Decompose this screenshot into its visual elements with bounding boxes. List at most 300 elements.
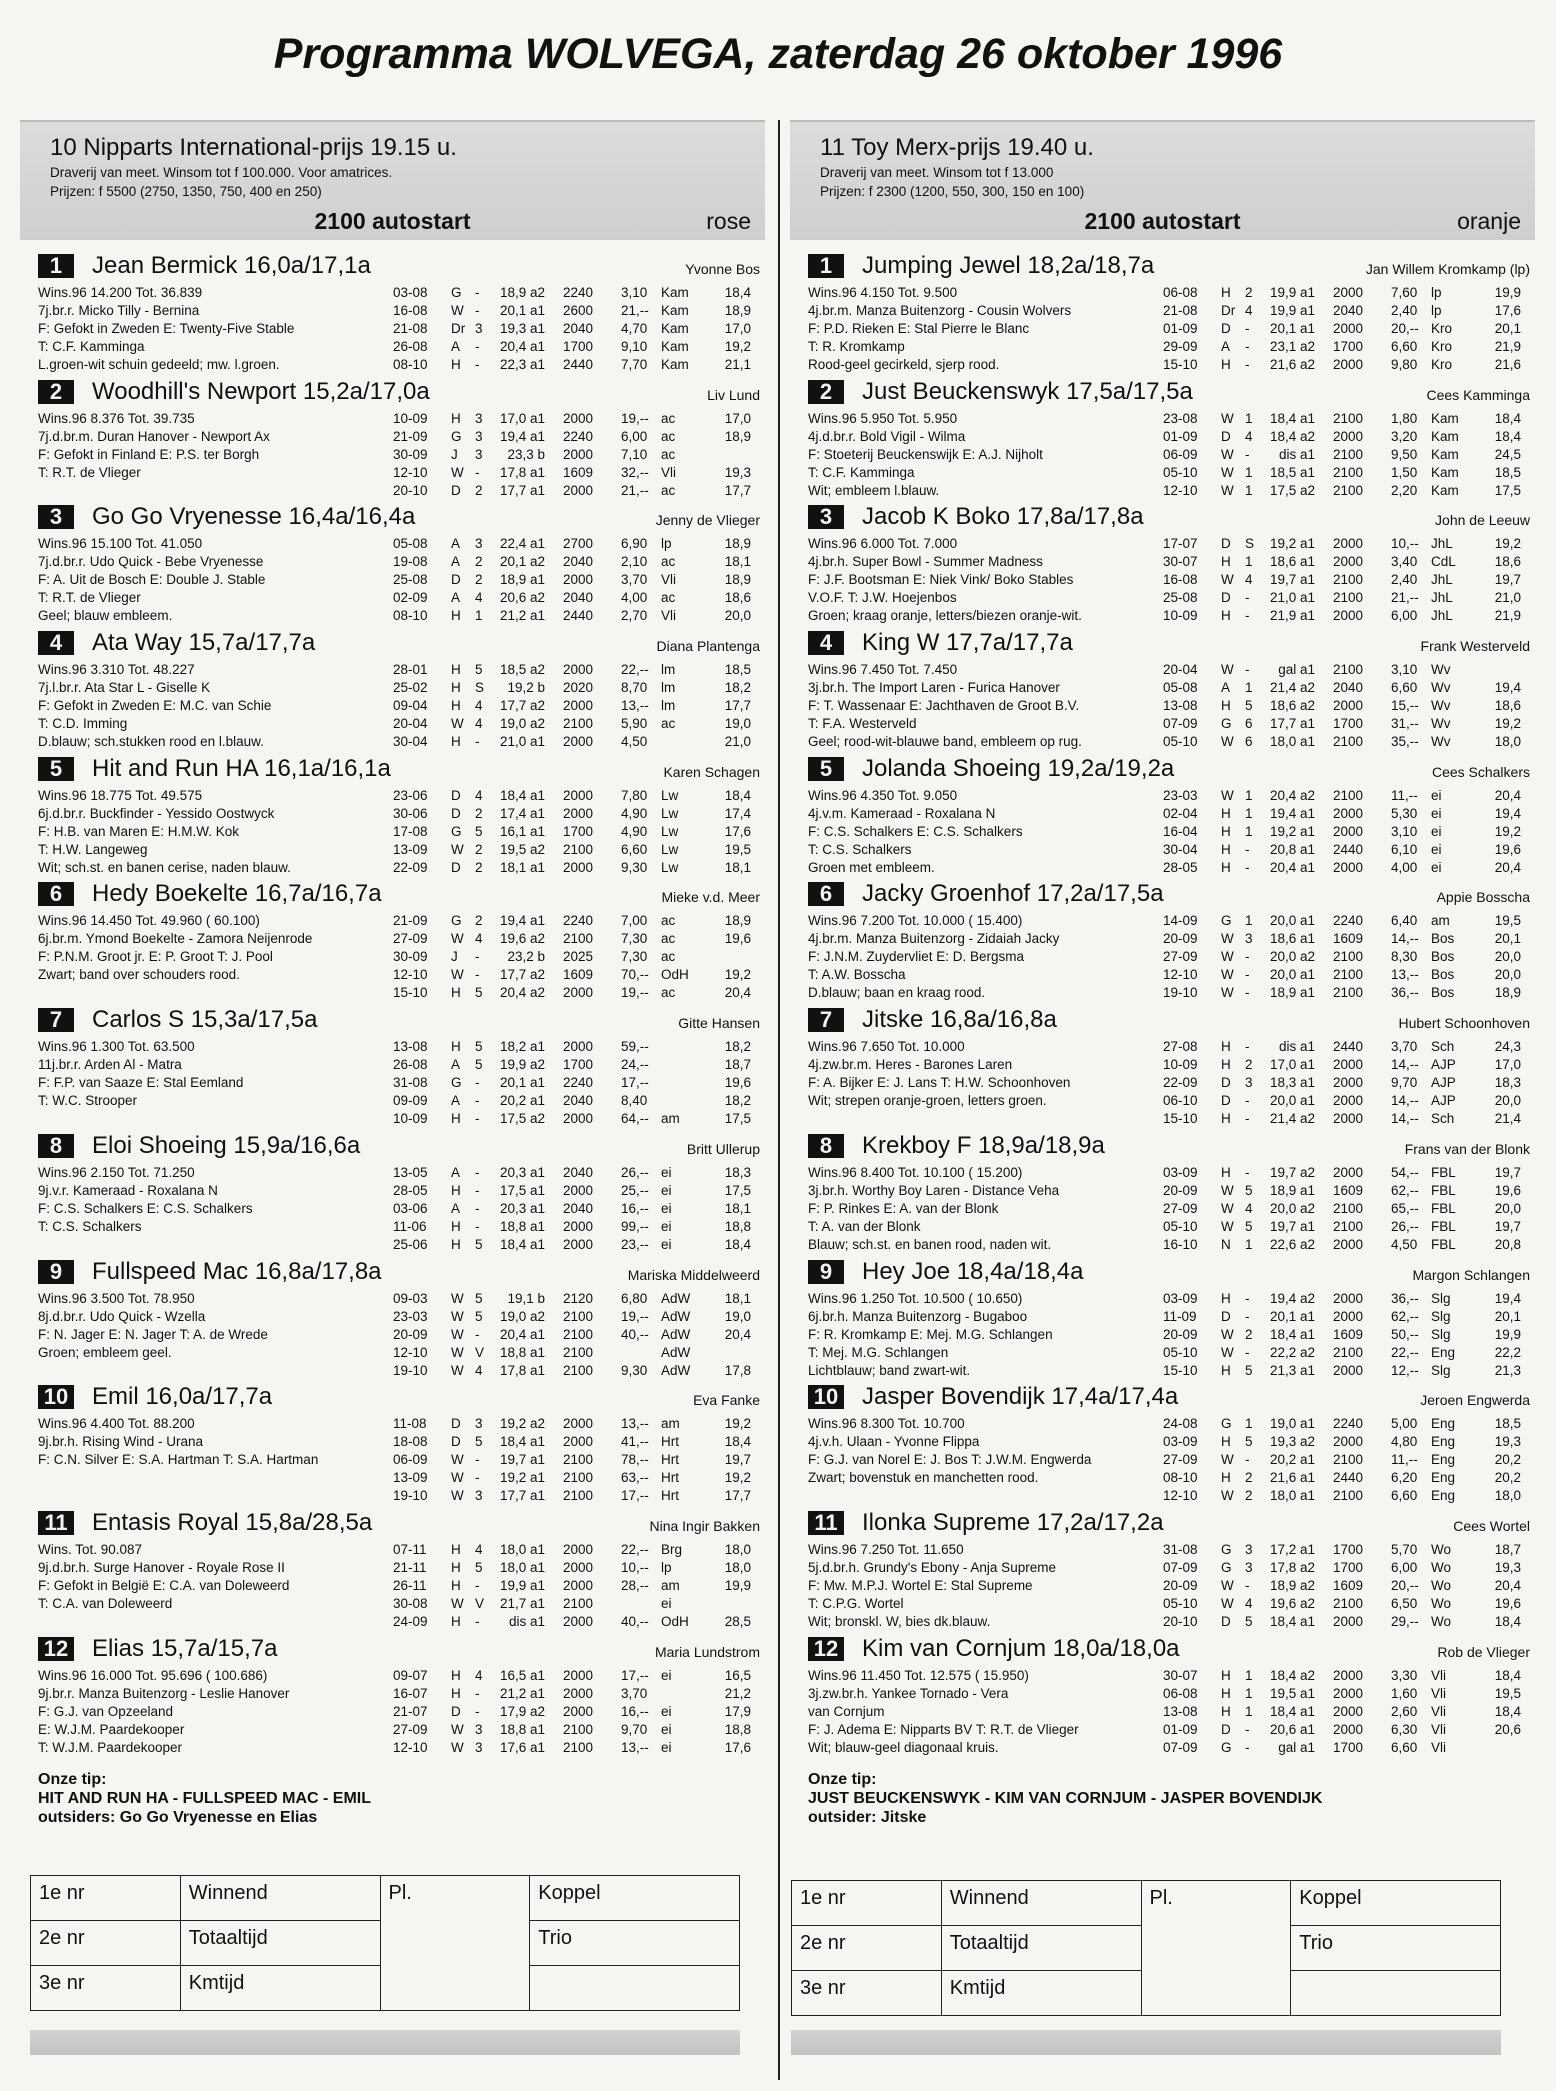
run-driver: lp	[1431, 285, 1442, 300]
run-driver: Kam	[1431, 428, 1459, 444]
run-kmtime: 18,9	[1494, 985, 1521, 1001]
driver-name: Gitte Hansen	[678, 1015, 760, 1032]
run-time: 20,0 a1	[1269, 913, 1315, 929]
horse-name: Emil 16,0a/17,7a	[92, 1383, 273, 1411]
run-row	[1163, 984, 1535, 1002]
info-line: 4j.br.m. Manza Buitenzorg - Zidaiah Jacky	[808, 931, 1060, 947]
run-place: 5	[475, 1057, 483, 1073]
run-kmtime: 19,4	[1494, 680, 1521, 696]
run-date: 30-04	[1163, 841, 1198, 857]
run-date: 20-09	[1163, 1577, 1198, 1593]
run-time: 18,4 a1	[499, 1434, 545, 1450]
run-row	[393, 1595, 765, 1613]
run-driver: ac	[661, 482, 676, 498]
run-distance: 2100	[563, 1739, 594, 1755]
info-line: 4j.v.m. Kameraad - Roxalana N	[808, 805, 996, 821]
info-line: 6j.d.br.r. Buckfinder - Yessido Oostwyck	[38, 805, 275, 821]
run-odds: 16,--	[621, 1703, 649, 1719]
info-line: 3j.br.h. The Import Laren - Furica Hanover	[808, 680, 1060, 696]
run-kmtime: 17,0	[724, 410, 751, 426]
run-place: -	[475, 464, 480, 480]
run-row	[393, 1056, 765, 1074]
run-odds: 8,70	[621, 680, 648, 696]
run-time: 19,2 a1	[1269, 823, 1315, 839]
run-time: 18,9 a2	[499, 285, 545, 300]
run-distance: 2000	[1333, 823, 1364, 839]
horse-entry	[20, 503, 765, 629]
run-date: 23-08	[1163, 410, 1198, 426]
result-bet-type: Koppel	[530, 1876, 740, 1921]
run-distance: 2100	[563, 716, 594, 732]
run-kmtime: 17,6	[1494, 303, 1521, 318]
horse-info	[808, 1667, 1178, 1757]
run-kmtime: 17,7	[724, 482, 751, 498]
recent-runs	[393, 1038, 765, 1128]
run-time: 20,4 a1	[499, 339, 545, 354]
recent-runs	[1163, 410, 1535, 500]
run-date: 05-10	[1163, 464, 1198, 480]
run-kmtime: 18,9	[724, 428, 751, 444]
info-line: F: Stoeterij Beuckenswijk E: A.J. Nijholt	[808, 446, 1043, 462]
info-line: Groen; embleem geel.	[38, 1344, 172, 1360]
run-kmtime: 17,5	[724, 1182, 751, 1198]
run-place: 5	[475, 1559, 483, 1575]
run-odds: 4,50	[621, 734, 648, 750]
horse-name: Woodhill's Newport 15,2a/17,0a	[92, 377, 430, 405]
run-distance: 2440	[563, 357, 594, 372]
run-driver: Vli	[1431, 1685, 1447, 1701]
run-row	[393, 1344, 765, 1362]
run-driver: Lw	[661, 841, 679, 857]
info-line: F: H.B. van Maren E: H.M.W. Kok	[38, 823, 240, 839]
run-date: 05-10	[1163, 1344, 1198, 1360]
run-row	[1163, 428, 1535, 446]
run-date: 27-09	[393, 931, 428, 947]
run-place: -	[1245, 985, 1250, 1001]
run-row	[1163, 553, 1535, 571]
run-row	[393, 787, 765, 805]
horse-header	[790, 1383, 1535, 1413]
run-date: 14-09	[1163, 913, 1198, 929]
info-line: T: C.P.G. Wortel	[808, 1595, 904, 1611]
run-row	[1163, 589, 1535, 607]
run-driver: ei	[661, 1236, 672, 1252]
run-driver: lm	[661, 698, 676, 714]
run-driver: Brg	[661, 1541, 683, 1557]
run-distance: 2000	[563, 985, 594, 1001]
run-row	[1163, 1164, 1535, 1182]
run-place: -	[475, 339, 480, 354]
run-driver: ei	[661, 1739, 672, 1755]
run-driver: lm	[661, 680, 676, 696]
run-driver: AdW	[661, 1308, 691, 1324]
driver-name: Frank Westerveld	[1420, 638, 1530, 655]
run-track: G	[1221, 716, 1232, 732]
run-date: 19-10	[393, 1362, 428, 1378]
run-track: W	[1221, 1200, 1234, 1216]
run-odds: 65,--	[1391, 1200, 1419, 1216]
run-kmtime: 19,2	[1494, 823, 1521, 839]
run-kmtime: 18,6	[724, 590, 751, 606]
info-line: Geel; blauw embleem.	[38, 608, 173, 624]
run-row	[1163, 1200, 1535, 1218]
result-form-right	[791, 1880, 1501, 2016]
run-place: 2	[475, 572, 483, 588]
run-distance: 2040	[1333, 680, 1364, 696]
run-driver: Bos	[1431, 985, 1455, 1001]
run-odds: 7,30	[621, 949, 648, 965]
run-odds: 2,60	[1391, 1703, 1418, 1719]
run-kmtime: 19,2	[724, 967, 751, 983]
run-place: 5	[1245, 1434, 1253, 1450]
run-track: H	[451, 1111, 461, 1127]
run-odds: 99,--	[621, 1218, 649, 1234]
horse-info	[38, 1290, 408, 1362]
run-row	[393, 823, 765, 841]
run-date: 13-08	[1163, 698, 1198, 714]
run-date: 07-09	[1163, 1739, 1198, 1755]
run-date: 06-09	[1163, 446, 1198, 462]
run-track: W	[1221, 1326, 1234, 1342]
run-row	[1163, 661, 1535, 679]
run-odds: 14,--	[1391, 931, 1419, 947]
info-line: T: R.T. de Vlieger	[38, 590, 141, 606]
info-line: Wins.96 5.950 Tot. 5.950	[808, 410, 958, 426]
run-driver: Hrt	[661, 1470, 679, 1486]
run-kmtime: 17,6	[724, 823, 751, 839]
run-kmtime: 21,9	[1494, 339, 1521, 354]
run-place: 5	[475, 985, 483, 1001]
run-odds: 6,60	[621, 841, 648, 857]
recent-runs	[1163, 787, 1535, 877]
run-place: -	[1245, 321, 1250, 336]
run-date: 25-08	[393, 572, 428, 588]
run-odds: 11,--	[1391, 1452, 1418, 1468]
run-date: 16-08	[1163, 572, 1198, 588]
info-line: Wins.96 8.300 Tot. 10.700	[808, 1416, 965, 1432]
driver-name: Diana Plantenga	[656, 638, 760, 655]
recent-runs	[393, 1541, 765, 1631]
run-track: W	[1221, 1577, 1234, 1593]
run-kmtime: 20,4	[1494, 1577, 1521, 1593]
run-kmtime: 20,0	[1494, 967, 1521, 983]
run-driver: Vli	[661, 572, 677, 588]
info-line: 4j.br.h. Super Bowl - Summer Madness	[808, 554, 1043, 570]
run-odds: 19,--	[621, 985, 649, 1001]
run-time: 20,4 a1	[1269, 859, 1315, 875]
run-date: 20-09	[1163, 1326, 1198, 1342]
run-track: H	[451, 1613, 461, 1629]
run-distance: 1700	[1333, 1739, 1364, 1755]
run-distance: 2000	[563, 572, 594, 588]
run-date: 09-03	[393, 1290, 428, 1306]
horse-name: Eloi Shoeing 15,9a/16,6a	[92, 1131, 361, 1159]
run-row	[1163, 464, 1535, 482]
run-time: 22,3 a1	[499, 357, 545, 372]
run-place: 3	[1245, 1075, 1253, 1091]
info-line: Wins.96 2.150 Tot. 71.250	[38, 1164, 195, 1180]
run-row	[1163, 1290, 1535, 1308]
horse-name: Jean Bermick 16,0a/17,1a	[92, 252, 371, 279]
run-driver: AJP	[1431, 1093, 1456, 1109]
run-distance: 2000	[563, 734, 594, 750]
run-kmtime: 18,6	[1494, 698, 1521, 714]
run-date: 30-08	[393, 1595, 428, 1611]
run-row	[1163, 1487, 1535, 1505]
run-place: -	[475, 949, 480, 965]
run-date: 15-10	[1163, 1362, 1198, 1378]
run-time: 18,4 a1	[499, 787, 545, 803]
run-distance: 2700	[563, 536, 594, 552]
run-distance: 2000	[1333, 1075, 1364, 1091]
run-date: 22-09	[1163, 1075, 1198, 1091]
run-kmtime: 19,9	[724, 1577, 751, 1593]
run-place: -	[1245, 1577, 1250, 1593]
info-line: Wins.96 7.450 Tot. 7.450	[808, 662, 958, 678]
run-time: 21,4 a2	[1269, 680, 1315, 696]
run-distance: 2000	[1333, 321, 1364, 336]
run-track: H	[1221, 1111, 1231, 1127]
run-driver: ac	[661, 446, 676, 462]
run-row	[393, 302, 765, 320]
run-driver: ei	[1431, 823, 1442, 839]
run-kmtime: 20,0	[1494, 1200, 1521, 1216]
run-distance: 2240	[563, 913, 594, 929]
horse-number-badge: 4	[808, 631, 844, 655]
run-odds: 10,--	[1391, 536, 1419, 552]
run-distance: 2000	[563, 698, 594, 714]
run-time: gal a1	[1278, 662, 1315, 678]
run-driver: ei	[661, 1182, 672, 1198]
run-distance: 2100	[563, 1470, 594, 1486]
tip-label: Onze tip:	[38, 1771, 107, 1789]
run-distance: 2100	[563, 1326, 594, 1342]
horse-entry	[790, 1635, 1535, 1761]
run-kmtime: 18,4	[724, 1434, 751, 1450]
run-place: 5	[475, 1290, 483, 1306]
run-odds: 7,80	[621, 787, 648, 803]
run-kmtime: 18,4	[1494, 410, 1521, 426]
run-date: 05-10	[1163, 1218, 1198, 1234]
run-time: 17,0 a1	[499, 410, 545, 426]
horse-entry	[20, 1383, 765, 1509]
run-kmtime: 18,4	[724, 1236, 751, 1252]
run-driver: Sch	[1431, 1111, 1455, 1127]
run-row	[393, 661, 765, 679]
run-time: 19,7 a1	[499, 1452, 545, 1468]
run-row	[393, 482, 765, 500]
run-track: A	[451, 554, 461, 570]
horse-info	[38, 912, 408, 984]
run-row	[1163, 1056, 1535, 1074]
horse-info	[38, 1415, 408, 1469]
horse-header	[20, 1006, 765, 1036]
run-row	[1163, 1344, 1535, 1362]
run-row	[393, 320, 765, 338]
info-line: F: A. Bijker E: J. Lans T: H.W. Schoonhoven	[808, 1075, 1071, 1091]
run-track: H	[1221, 1039, 1231, 1055]
run-kmtime: 19,3	[1494, 1434, 1521, 1450]
race-color: oranje	[1457, 208, 1521, 234]
run-track: H	[1221, 1164, 1231, 1180]
run-row	[393, 805, 765, 823]
run-odds: 32,--	[621, 464, 649, 480]
run-kmtime: 20,0	[1494, 949, 1521, 965]
run-row	[1163, 1415, 1535, 1433]
run-date: 16-08	[393, 303, 428, 318]
info-line: 4j.d.br.r. Bold Vigil - Wilma	[808, 428, 966, 444]
run-odds: 20,--	[1391, 1577, 1419, 1593]
run-driver: ac	[661, 931, 676, 947]
run-time: 18,4 a1	[1269, 1326, 1315, 1342]
run-driver: ei	[1431, 805, 1442, 821]
run-driver: Wo	[1431, 1541, 1452, 1557]
info-line: 4j.v.h. Ulaan - Yvonne Flippa	[808, 1434, 980, 1450]
run-driver: FBL	[1431, 1164, 1456, 1180]
run-time: 18,9 a1	[1269, 985, 1315, 1001]
horse-header	[20, 1635, 765, 1665]
info-line: Wins.96 7.200 Tot. 10.000 ( 15.400)	[808, 913, 1023, 929]
run-kmtime: 18,2	[724, 680, 751, 696]
horse-name: Hey Joe 18,4a/18,4a	[862, 1257, 1084, 1285]
run-driver: JhL	[1431, 572, 1453, 588]
run-row	[393, 1074, 765, 1092]
run-distance: 2100	[563, 1362, 594, 1378]
run-odds: 21,--	[621, 482, 649, 498]
run-odds: 62,--	[1391, 1182, 1419, 1198]
run-row	[393, 1487, 765, 1505]
run-driver: am	[661, 1416, 680, 1432]
run-date: 30-09	[393, 446, 428, 462]
run-driver: ei	[1431, 787, 1442, 803]
run-odds: 7,00	[621, 913, 648, 929]
run-distance: 2440	[1333, 1470, 1364, 1486]
run-odds: 2,20	[1391, 482, 1418, 498]
run-distance: 2100	[563, 1595, 594, 1611]
run-distance: 2025	[563, 949, 594, 965]
run-odds: 36,--	[1391, 1290, 1419, 1306]
run-driver: FBL	[1431, 1236, 1456, 1252]
run-date: 02-09	[393, 590, 428, 606]
run-track: W	[451, 1721, 464, 1737]
horse-name: Jacob K Boko 17,8a/17,8a	[862, 503, 1144, 531]
run-time: 19,2 a1	[1269, 536, 1315, 552]
info-line: T: Mej. M.G. Schlangen	[808, 1344, 949, 1360]
run-place: 3	[1245, 1541, 1253, 1557]
horse-header	[790, 1258, 1535, 1288]
horse-name: Ata Way 15,7a/17,7a	[92, 629, 316, 657]
info-line: 4j.zw.br.m. Heres - Barones Laren	[808, 1057, 1013, 1073]
run-distance: 2000	[1333, 1236, 1364, 1252]
run-odds: 4,90	[621, 823, 648, 839]
run-driver: ei	[661, 1703, 672, 1719]
run-track: W	[1221, 410, 1234, 426]
run-place: -	[475, 357, 480, 372]
run-driver: Vli	[1431, 1703, 1447, 1719]
run-row	[393, 1613, 765, 1631]
run-odds: 1,60	[1391, 1685, 1418, 1701]
run-place: -	[475, 1326, 480, 1342]
horse-number-badge: 1	[808, 254, 844, 278]
run-row	[1163, 805, 1535, 823]
run-distance: 2100	[1333, 1488, 1364, 1504]
info-line: Wins.96 7.250 Tot. 11.650	[808, 1541, 964, 1557]
run-track: Dr	[1221, 303, 1236, 318]
run-distance: 2000	[1333, 1057, 1364, 1073]
race-title: 11 Toy Merx-prijs 19.40 u.	[820, 134, 1094, 161]
run-place: -	[1245, 1093, 1250, 1109]
run-track: A	[451, 536, 461, 552]
run-place: 1	[1245, 482, 1253, 498]
driver-name: Jan Willem Kromkamp (lp)	[1365, 261, 1530, 277]
run-place: 6	[1245, 734, 1253, 750]
run-track: H	[451, 698, 461, 714]
run-distance: 1609	[563, 967, 594, 983]
horse-info	[808, 787, 1178, 877]
run-row	[393, 1326, 765, 1344]
run-driver: ei	[661, 1200, 672, 1216]
run-place: -	[1245, 1721, 1250, 1737]
run-kmtime: 18,1	[724, 1290, 751, 1306]
run-place: -	[1245, 967, 1250, 983]
run-odds: 10,--	[621, 1559, 649, 1575]
run-kmtime: 19,7	[1494, 572, 1521, 588]
run-driver: Bos	[1431, 949, 1455, 965]
run-place: -	[1245, 1452, 1250, 1468]
run-place: -	[1245, 1164, 1250, 1180]
run-place: 3	[1245, 931, 1253, 947]
run-kmtime: 20,4	[1494, 787, 1521, 803]
run-time: 19,7 a1	[1269, 1218, 1315, 1234]
run-time: 17,5 a2	[1269, 482, 1315, 498]
run-time: 19,9 a1	[499, 1577, 545, 1593]
run-driver: am	[1431, 913, 1450, 929]
run-date: 23-06	[393, 787, 428, 803]
run-place: 3	[475, 1488, 483, 1504]
race-conditions: Draverij van meet. Winsom tot f 100.000. Voor amatrices.	[50, 165, 393, 180]
result-bet-type	[530, 1966, 740, 2011]
run-kmtime: 19,6	[1494, 1595, 1521, 1611]
run-odds: 4,00	[1391, 859, 1418, 875]
run-time: 20,1 a1	[499, 303, 545, 318]
run-date: 08-10	[393, 357, 428, 372]
recent-runs	[393, 912, 765, 1002]
run-track: D	[451, 1434, 461, 1450]
run-odds: 9,30	[621, 859, 648, 875]
run-place: -	[1245, 590, 1250, 606]
run-place: 4	[475, 1362, 483, 1378]
info-line: F: C.S. Schalkers E: C.S. Schalkers	[808, 823, 1023, 839]
run-place: 3	[475, 1416, 483, 1432]
run-kmtime: 24,3	[1494, 1039, 1521, 1055]
run-place: -	[1245, 357, 1250, 372]
horse-name: Hit and Run HA 16,1a/16,1a	[92, 754, 391, 782]
run-kmtime: 21,1	[724, 357, 751, 372]
run-odds: 6,10	[1391, 841, 1418, 857]
footer-bar-right	[791, 2030, 1501, 2055]
run-date: 20-09	[1163, 931, 1198, 947]
run-distance: 2000	[563, 1703, 594, 1719]
run-place: 1	[1245, 1685, 1253, 1701]
run-time: 19,6 a2	[499, 931, 545, 947]
run-place: 4	[475, 590, 483, 606]
run-track: W	[1221, 985, 1234, 1001]
info-line: F: R. Kromkamp E: Mej. M.G. Schlangen	[808, 1326, 1053, 1342]
run-date: 03-08	[393, 285, 428, 300]
tip-picks: HIT AND RUN HA - FULLSPEED MAC - EMIL	[38, 1790, 372, 1808]
run-odds: 7,70	[621, 357, 648, 372]
run-kmtime: 17,5	[1494, 482, 1521, 498]
